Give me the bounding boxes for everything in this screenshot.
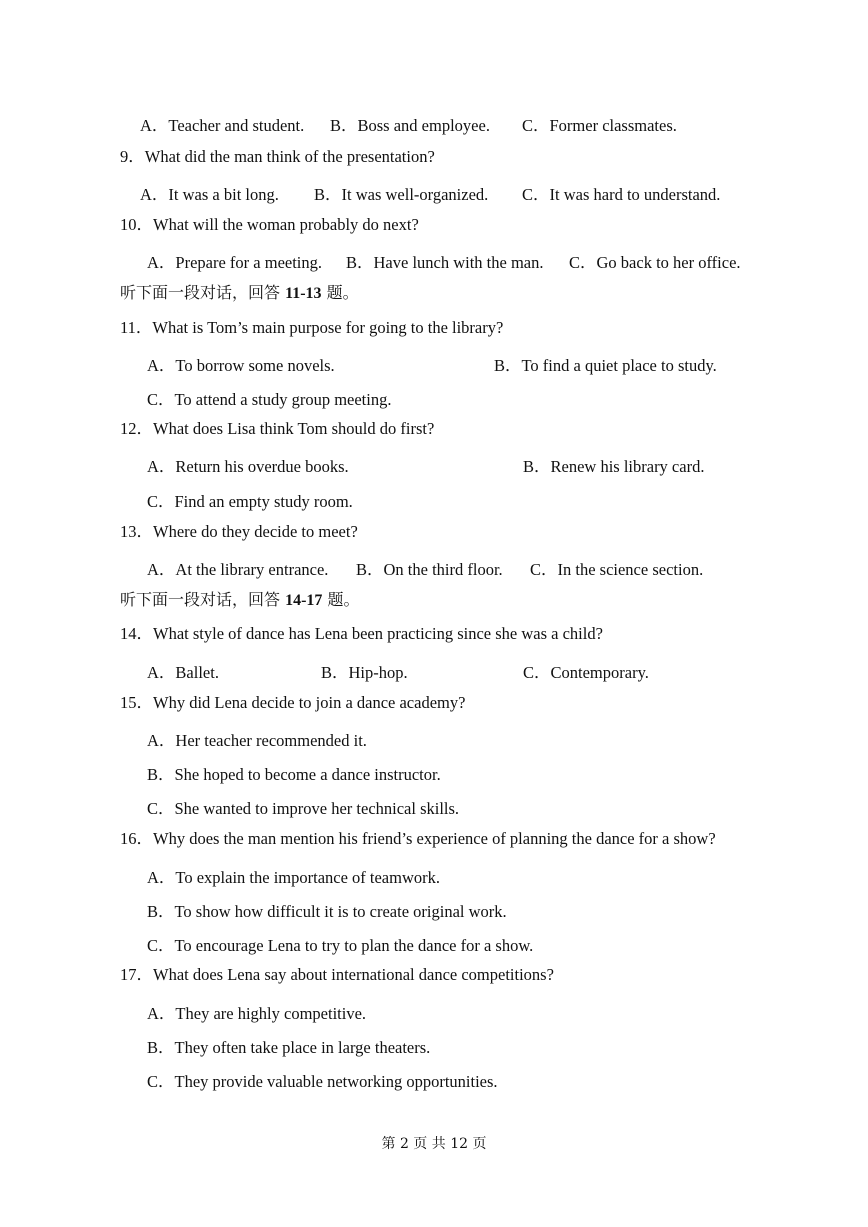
q14-option-b: B．Hip-hop.	[321, 663, 408, 682]
q14-option-c: C．Contemporary.	[523, 663, 649, 682]
q11-option-c: C．To attend a study group meeting.	[147, 390, 392, 409]
q10-option-b: B．Have lunch with the man.	[346, 253, 544, 272]
q16-option-a: A．To explain the importance of teamwork.	[147, 868, 441, 887]
q17-option-c: C．They provide valuable networking opportunities.	[147, 1072, 498, 1091]
q12-option-b: B．Renew his library card.	[523, 457, 705, 476]
page-number-footer: 第 2 页 共 12 页	[381, 1136, 487, 1152]
q10-stem: 10．What will the woman probably do next?	[120, 215, 419, 234]
q17-stem: 17．What does Lena say about international dance competitions?	[120, 965, 554, 984]
q15-stem: 15．Why did Lena decide to join a dance academy?	[120, 693, 466, 712]
section-heading-14-17: 听下面一段对话，回答 14-17 题。	[120, 590, 360, 609]
q9-option-b: B．It was well-organized.	[314, 185, 489, 204]
q8-option-b: B．Boss and employee.	[330, 116, 490, 135]
q9-option-c: C．It was hard to understand.	[522, 185, 721, 204]
q8-option-c: C．Former classmates.	[522, 116, 677, 135]
q11-stem: 11．What is Tom’s main purpose for going to the library?	[120, 318, 504, 337]
q10-option-c: C．Go back to her office.	[569, 253, 741, 272]
q16-option-c: C．To encourage Lena to try to plan the dance for a show.	[147, 936, 534, 955]
q11-option-a: A．To borrow some novels.	[147, 356, 335, 375]
q9-stem: 9．What did the man think of the presentation?	[120, 147, 435, 166]
q11-option-b: B．To find a quiet place to study.	[494, 356, 717, 375]
q13-option-a: A．At the library entrance.	[147, 560, 329, 579]
q8-option-a: A．Teacher and student.	[140, 116, 305, 135]
q16-option-b: B．To show how difficult it is to create original work.	[147, 902, 507, 921]
q15-option-b: B．She hoped to become a dance instructor.	[147, 765, 441, 784]
q14-option-a: A．Ballet.	[147, 663, 219, 682]
q15-option-a: A．Her teacher recommended it.	[147, 731, 367, 750]
section-heading-11-13: 听下面一段对话，回答 11-13 题。	[120, 283, 359, 302]
q13-stem: 13．Where do they decide to meet?	[120, 522, 358, 541]
q12-stem: 12．What does Lisa think Tom should do first?	[120, 419, 435, 438]
q10-option-a: A．Prepare for a meeting.	[147, 253, 323, 272]
q12-option-c: C．Find an empty study room.	[147, 492, 353, 511]
q12-option-a: A．Return his overdue books.	[147, 457, 349, 476]
q16-stem: 16．Why does the man mention his friend’s experience of planning the dance for a show?	[120, 829, 716, 848]
q17-option-a: A．They are highly competitive.	[147, 1004, 367, 1023]
q17-option-b: B．They often take place in large theaters.	[147, 1038, 431, 1057]
q14-stem: 14．What style of dance has Lena been practicing since she was a child?	[120, 624, 603, 643]
q13-option-b: B．On the third floor.	[356, 560, 503, 579]
q15-option-c: C．She wanted to improve her technical skills.	[147, 799, 460, 818]
q13-option-c: C．In the science section.	[530, 560, 704, 579]
q9-option-a: A．It was a bit long.	[140, 185, 279, 204]
